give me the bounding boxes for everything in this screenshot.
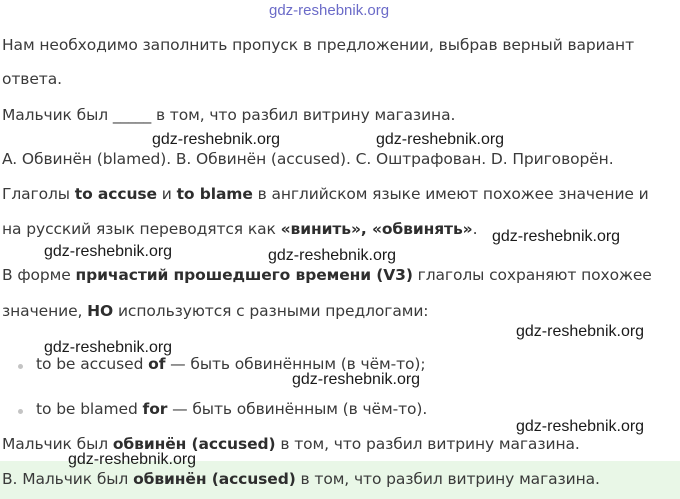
preposition-for: for	[142, 400, 168, 418]
text-fragment: В форме	[2, 266, 76, 284]
translation-terms: «винить», «обвинять»	[280, 220, 473, 238]
preposition-of: of	[148, 355, 166, 373]
text-fragment: на русский язык переводятся как	[2, 220, 281, 238]
answer-term: обвинён (accused)	[133, 470, 296, 488]
watermark: gdz-reshebnik.org	[516, 418, 645, 435]
final-answer	[2, 470, 600, 488]
intro-line-1: Нам необходимо заполнить пропуск в предложении, выбрав верный вариант	[2, 36, 635, 54]
explanation-line-3	[2, 266, 652, 284]
text-fragment: — быть обвинённым (в чём-то).	[167, 400, 428, 418]
text-fragment: в английском языке имеют похожее значение и	[252, 185, 649, 203]
text-fragment: .	[472, 220, 478, 238]
watermark: gdz-reshebnik.org	[376, 131, 505, 148]
watermark: gdz-reshebnik.org	[268, 247, 397, 264]
bullet-item-blamed	[36, 400, 427, 418]
bullet-icon	[18, 409, 23, 414]
text-fragment: в том, что разбил витрину магазина.	[275, 435, 580, 453]
text-fragment: — быть обвинённым (в чём-то);	[165, 355, 426, 373]
intro-line-2: ответа.	[2, 70, 62, 88]
answer-options: A. Обвинён (blamed). B. Обвинён (accused). C. Оштрафован. D. Приговорён.	[2, 150, 614, 168]
watermark: gdz-reshebnik.org	[44, 339, 173, 356]
explanation-line-4	[2, 302, 428, 320]
question-sentence: Мальчик был _____ в том, что разбил витрину магазина.	[2, 106, 456, 124]
watermark-top: gdz-reshebnik.org	[269, 2, 390, 19]
text-fragment: to be accused	[36, 355, 149, 373]
watermark: gdz-reshebnik.org	[152, 131, 281, 148]
text-fragment: Глаголы	[2, 185, 75, 203]
text-fragment: и	[156, 185, 177, 203]
text-fragment: глаголы сохраняют похожее	[412, 266, 652, 284]
watermark: gdz-reshebnik.org	[492, 228, 621, 245]
term-past-participle: причастий прошедшего времени (V3)	[75, 266, 413, 284]
text-fragment: to be blamed	[36, 400, 143, 418]
text-fragment: значение,	[2, 302, 88, 320]
term-to-blame: to blame	[176, 185, 253, 203]
watermark: gdz-reshebnik.org	[516, 323, 645, 340]
watermark: gdz-reshebnik.org	[68, 451, 197, 468]
explanation-line-2	[2, 220, 477, 238]
text-fragment: используются с разными предлогами:	[113, 302, 429, 320]
answer-term: обвинён (accused)	[112, 435, 276, 453]
term-to-accuse: to accuse	[74, 185, 157, 203]
explanation-line-1	[2, 185, 649, 203]
term-but: НО	[87, 302, 114, 320]
text-fragment: B. Мальчик был	[2, 470, 134, 488]
bullet-icon	[18, 364, 23, 369]
text-fragment: в том, что разбил витрину магазина.	[295, 470, 600, 488]
text-fragment: Мальчик был	[2, 435, 113, 453]
watermark: gdz-reshebnik.org	[292, 371, 421, 388]
watermark: gdz-reshebnik.org	[44, 243, 173, 260]
